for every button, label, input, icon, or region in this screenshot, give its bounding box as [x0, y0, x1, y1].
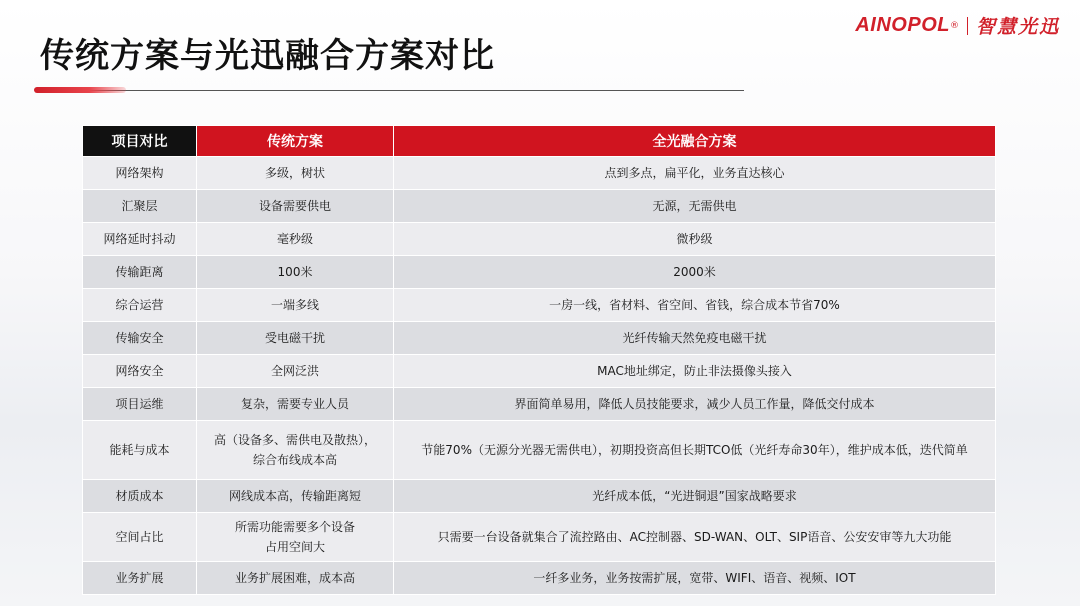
table-row: [83, 322, 996, 355]
row-full-optical-cell: 界面简单易用，降低人员技能要求，减少人员工作量，降低交付成本: [394, 388, 996, 421]
row-traditional-cell: 毫秒级: [197, 223, 394, 256]
comparison-table: [82, 125, 996, 595]
table-row: [83, 513, 996, 562]
logo-wordmark: AINOPOL: [855, 14, 950, 36]
table-row: [83, 190, 996, 223]
row-traditional-cell: 多级，树状: [197, 157, 394, 190]
row-item-cell: 网络安全: [83, 355, 197, 388]
table-row: [83, 421, 996, 480]
title-accent-bar: [34, 87, 126, 93]
row-traditional-cell: 100米: [197, 256, 394, 289]
row-traditional-cell: 网线成本高，传输距离短: [197, 480, 394, 513]
row-traditional-cell: 复杂，需要专业人员: [197, 388, 394, 421]
table-row: [83, 223, 996, 256]
row-item-cell: 综合运营: [83, 289, 197, 322]
header-traditional: 传统方案: [197, 126, 394, 157]
comparison-table-container: [82, 125, 996, 595]
row-full-optical-cell: 一房一线，省材料、省空间、省钱，综合成本节省70%: [394, 289, 996, 322]
header-item: 项目对比: [83, 126, 197, 157]
row-full-optical-cell: 无源，无需供电: [394, 190, 996, 223]
table-row: [83, 480, 996, 513]
table-row: [83, 157, 996, 190]
row-item-cell: 传输距离: [83, 256, 197, 289]
table-row: [83, 388, 996, 421]
row-item-cell: 空间占比: [83, 513, 197, 562]
row-item-cell: 传输安全: [83, 322, 197, 355]
row-full-optical-cell: 光纤成本低，“光进铜退”国家战略要求: [394, 480, 996, 513]
row-traditional-cell: 设备需要供电: [197, 190, 394, 223]
row-traditional-line: 所需功能需要多个设备: [234, 520, 355, 534]
row-full-optical-cell: 微秒级: [394, 223, 996, 256]
row-traditional-cell: 全网泛洪: [197, 355, 394, 388]
row-full-optical-cell: MAC地址绑定，防止非法摄像头接入: [394, 355, 996, 388]
row-traditional-line: 高（设备多、需供电及散热），: [213, 433, 376, 447]
header-full-optical: 全光融合方案: [394, 126, 996, 157]
row-full-optical-cell: 节能70%（无源分光器无需供电），初期投资高但长期TCO低（光纤寿命30年），维护成本低，迭代简单: [394, 421, 996, 480]
logo-divider: [967, 17, 968, 35]
row-item-cell: 材质成本: [83, 480, 197, 513]
row-traditional-cell: 受电磁干扰: [197, 322, 394, 355]
brand-logo: [855, 12, 1060, 39]
page-title: 传统方案与光迅融合方案对比: [40, 36, 495, 76]
title-divider: [36, 90, 744, 91]
row-traditional-cell: 一端多线: [197, 289, 394, 322]
row-item-cell: 项目运维: [83, 388, 197, 421]
table-row: [83, 355, 996, 388]
logo-slogan: 智慧光迅: [975, 16, 1060, 38]
row-traditional-line: 占用空间大: [264, 540, 325, 554]
row-item-cell: 网络延时抖动: [83, 223, 197, 256]
row-traditional-cell: 业务扩展困难，成本高: [197, 562, 394, 595]
row-item-cell: 网络架构: [83, 157, 197, 190]
row-item-cell: 汇聚层: [83, 190, 197, 223]
table-header-row: [83, 126, 996, 157]
table-row: [83, 289, 996, 322]
table-row: [83, 256, 996, 289]
row-item-cell: 能耗与成本: [83, 421, 197, 480]
row-item-cell: 业务扩展: [83, 562, 197, 595]
row-traditional-cell: [197, 513, 394, 562]
row-traditional-cell: [197, 421, 394, 480]
row-full-optical-cell: 光纤传输天然免疫电磁干扰: [394, 322, 996, 355]
logo-registered-mark: ®: [949, 20, 959, 31]
row-full-optical-cell: 点到多点，扁平化，业务直达核心: [394, 157, 996, 190]
row-full-optical-cell: 2000米: [394, 256, 996, 289]
table-row: [83, 562, 996, 595]
row-traditional-line: 综合布线成本高: [252, 453, 337, 467]
row-full-optical-cell: 只需要一台设备就集合了流控路由、AC控制器、SD-WAN、OLT、SIP语音、公安安审等九大功能: [394, 513, 996, 562]
row-full-optical-cell: 一纤多业务，业务按需扩展，宽带、WIFI、语音、视频、IOT: [394, 562, 996, 595]
